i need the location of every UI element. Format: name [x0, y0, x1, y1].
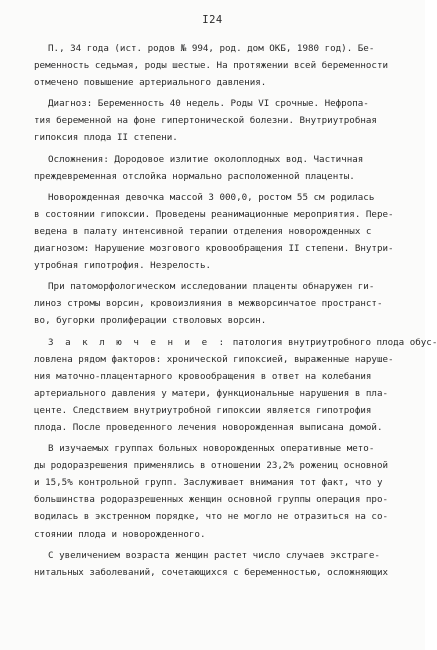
paragraph-age-factor	[34, 547, 402, 581]
text-line: утробная гипотрофия. Незрелость.	[34, 260, 212, 272]
conclusion-heading: З а к л ю ч е н и е :	[48, 336, 228, 348]
paragraph-diagnosis	[34, 95, 402, 146]
text-line: Диагноз: Беременность 40 недель. Роды VI срочные. Нефропа-	[48, 98, 369, 110]
text-line: Новорожденная девочка массой 3 000,0, ростом 55 см родилась	[48, 191, 375, 203]
text-line: ния маточно-плацентарного кровообращения в ответ на колебания	[34, 370, 372, 382]
paragraph-newborn	[34, 189, 402, 274]
text-line-rest: патология внутриутробного плода обус-	[227, 336, 437, 348]
text-line: ременность седьмая, роды шестые. На протяжении всей беременности	[34, 60, 389, 72]
text-line: При патоморфологическом исследовании плаценты обнаружен ги-	[48, 281, 375, 293]
text-line: нитальных заболеваний, сочетающихся с беременностью, осложняющих	[34, 566, 389, 578]
text-line: преждевременная отслойка нормально расположенной плаценты.	[34, 170, 355, 182]
text-line: ловлена рядом факторов: хронической гипоксией, выраженные наруше-	[34, 353, 394, 365]
text-line: С увеличением возраста женщин растет число случаев экстраге-	[48, 549, 380, 561]
text-line: П., 34 года (ист. родов № 994, род. дом ОКБ, 1980 год). Бе-	[48, 43, 375, 54]
text-line	[34, 334, 437, 351]
text-line: гипоксия плода II степени.	[34, 132, 178, 144]
paragraph-complications	[34, 151, 402, 185]
paragraph-conclusion	[34, 334, 437, 437]
text-line: диагнозом: Нарушение мозгового кровообращения II степени. Внутри-	[34, 243, 394, 255]
paragraph-operative-delivery	[34, 440, 402, 543]
text-line: ды родоразрешения применялись в отношении 23,2% рожениц основной	[34, 460, 389, 472]
text-line: стоянии плода и новорожденного.	[34, 528, 206, 540]
text-line: линоз стромы ворсин, кровоизлияния в межворсинчатое пространст-	[34, 298, 383, 310]
text-line: водилась в экстренном порядке, что не могло не отразиться на со-	[34, 511, 389, 523]
text-line: плода. После проведенного лечения новорожденная выписана домой.	[34, 421, 383, 433]
paragraph-placenta	[34, 278, 402, 329]
text-line: артериального давления у матери, функциональные нарушения в пла-	[34, 387, 389, 399]
text-line: центе. Следствием внутриутробной гипоксии является гипотрофия	[34, 404, 372, 416]
page-number: I24	[202, 14, 223, 26]
text-line: В изучаемых группах больных новорожденных оперативные мето-	[48, 443, 375, 455]
text-line: ведена в палату интенсивной терапии отделения новорожденных с	[34, 225, 372, 237]
text-line: тия беременной на фоне гипертонической болезни. Внутриутробная	[34, 115, 377, 127]
paragraph-case-history	[34, 40, 402, 91]
text-line: и 15,5% контрольной групп. Заслуживает внимания тот факт, что у	[34, 477, 383, 489]
text-line: большинства родоразрешенных женщин основной группы операция про-	[34, 494, 389, 506]
text-line: Осложнения: Дородовое излитие околоплодных вод. Частичная	[48, 153, 364, 165]
text-line: во, бугорки пролиферации стволовых ворсин.	[34, 315, 267, 327]
text-line: в состоянии гипоксии. Проведены реанимационные мероприятия. Пере-	[34, 208, 394, 220]
body-text	[34, 40, 437, 585]
text-line: отмечено повышение артериального давления.	[34, 77, 267, 89]
